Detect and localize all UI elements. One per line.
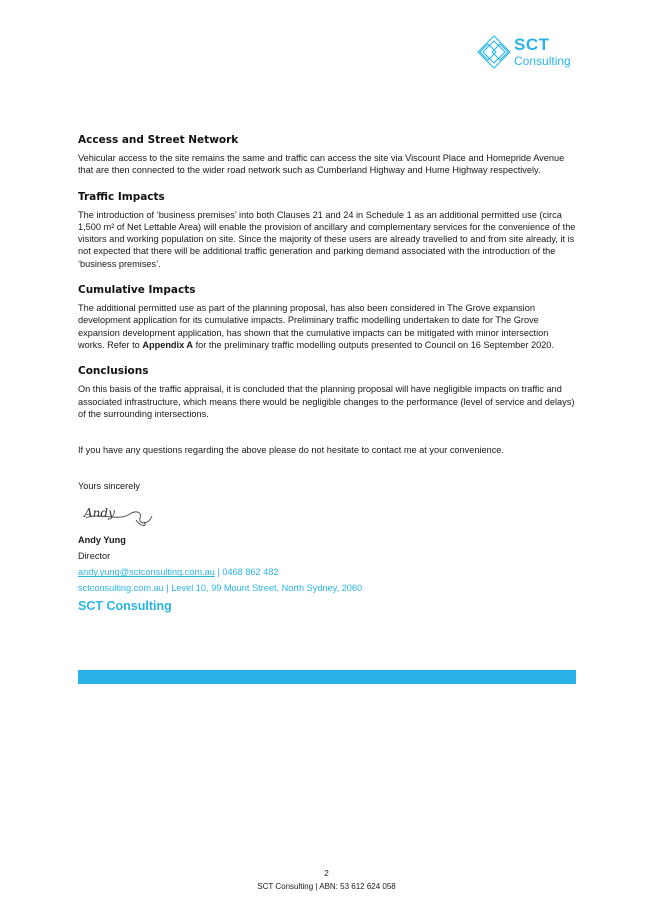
email-link[interactable]: andy.yung@sctconsulting.com.au xyxy=(78,567,215,578)
section-body-cumulative xyxy=(78,302,576,351)
section-body-traffic: The introduction of ‘business premises’ into both Clauses 21 and 24 in Schedule 1 as an additional permitted use (circa 1,500 m² of Net Lettable Area) will enable the provision of ancillary and complementary services for the convenience of the visitors and working population on site. Since the majority of these users are already travelled to and from site already, it is not expected that there will be additional traffic generation and parking demand associated with the introduction of the ‘business premises’. xyxy=(78,209,576,269)
phone-number: | 0468 862 482 xyxy=(214,567,279,578)
letter-body xyxy=(78,134,576,614)
brand-bar xyxy=(78,670,576,684)
logo-diamond-icon xyxy=(474,34,514,74)
svg-text:Andy: Andy xyxy=(84,506,115,521)
contact-line xyxy=(78,564,576,580)
signatory-title: Director xyxy=(78,551,111,562)
cumulative-text-post: for the preliminary traffic modelling outputs presented to Council on 16 September 2020. xyxy=(193,339,554,350)
sct-logo xyxy=(474,34,584,74)
section-heading-conclusions: Conclusions xyxy=(78,365,149,378)
signatory-name: Andy Yung xyxy=(78,535,126,546)
address-line: sctconsulting.com.au | Level 10, 99 Mount Street, North Sydney, 2060 xyxy=(78,583,363,594)
cumulative-text-pre: The additional permitted use as part of the planning proposal, has also been considered in The Grove expansion development application for its cumulative impacts. Preliminary traffic modelling undertaken to date for The Grove expansion development application, has shown that the cumulative impacts can be mitigated with minor intersection works. Refer to xyxy=(78,303,549,350)
section-body-access: Vehicular access to the site remains the same and traffic can access the site via Viscount Place and Homepride Avenue that are then connected to the wider road network such as Cumberland Highway and Hume Highway respectively. xyxy=(78,153,565,176)
section-body-conclusions: On this basis of the traffic appraisal, it is concluded that the planning proposal will have negligible impacts on traffic and associated infrastructure, which means there would be negligible changes to the performance (level of service and delays) of the surrounding intersections. xyxy=(78,384,575,419)
company-name: SCT Consulting xyxy=(78,599,172,614)
page-number: 2 xyxy=(324,868,329,878)
appendix-reference: Appendix A xyxy=(142,339,194,350)
section-heading-traffic: Traffic Impacts xyxy=(78,190,165,203)
salutation: Yours sincerely xyxy=(78,481,140,492)
section-heading-cumulative: Cumulative Impacts xyxy=(78,284,196,297)
signature-block xyxy=(78,478,576,614)
logo-brand-text: SCT xyxy=(514,35,550,54)
section-heading-access: Access and Street Network xyxy=(78,134,239,146)
handwritten-signature xyxy=(78,500,158,530)
closing-paragraph: If you have any questions regarding the above please do not hesitate to contact me at your convenience. xyxy=(78,445,504,456)
footer-abn: SCT Consulting | ABN: 53 612 624 058 xyxy=(257,882,396,891)
logo-sub-text: Consulting xyxy=(514,54,571,68)
